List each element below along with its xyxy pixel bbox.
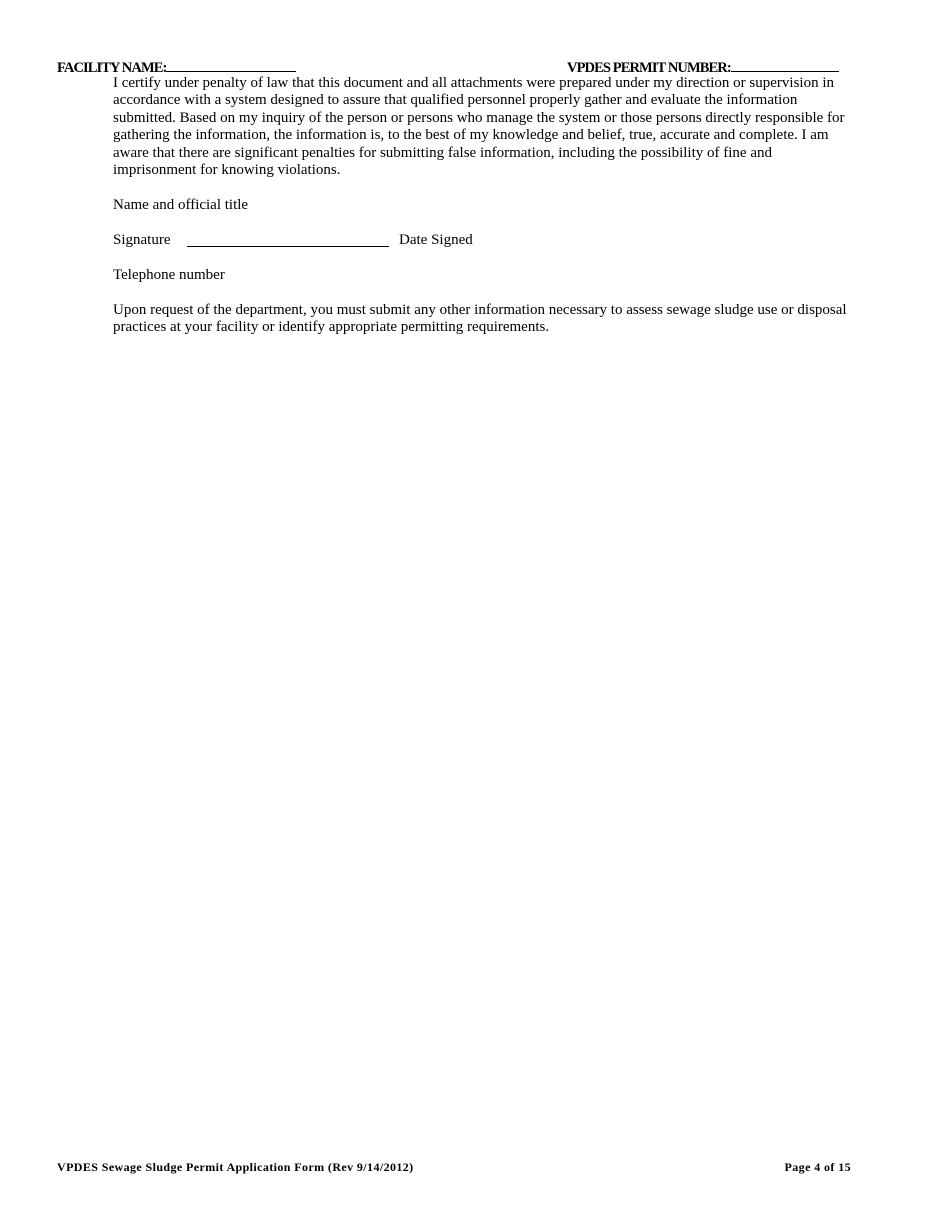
permit-number-blank[interactable] [731, 57, 839, 72]
request-note: Upon request of the department, you must submit any other information necessary to assess sewage sludge use or disposal practices at your facility or identify appropriate permitting requirements. [113, 302, 847, 336]
signature-label: Signature [113, 232, 171, 248]
form-title: VPDES Sewage Sludge Permit Application Form (Rev 9/14/2012) [57, 1160, 414, 1174]
signature-row [113, 232, 473, 249]
signature-line[interactable] [187, 246, 389, 247]
page-header [57, 57, 851, 75]
certification-statement: I certify under penalty of law that this document and all attachments were prepared under my direction or supervision in accordance with a system designed to assure that qualified personnel properly gather and evaluate the information submitted. Based on my inquiry of the person or persons who manage the system or those persons directly responsible for gathering the information, the information is, to the best of my knowledge and belief, true, accurate and complete. I am aware that there are significant penalties for submitting false information, including the possibility of fine and imprisonment for knowing violations. [113, 75, 845, 179]
permit-number-field [567, 57, 839, 77]
facility-name-label: FACILITY NAME: [57, 60, 167, 76]
page-number: Page 4 of 15 [784, 1160, 851, 1174]
telephone-label: Telephone number [113, 267, 225, 283]
name-title-label: Name and official title [113, 197, 249, 213]
permit-number-label: VPDES PERMIT NUMBER: [567, 60, 731, 76]
date-signed-label: Date Signed [399, 232, 473, 248]
facility-name-field [57, 57, 296, 77]
facility-name-blank[interactable] [166, 57, 296, 72]
